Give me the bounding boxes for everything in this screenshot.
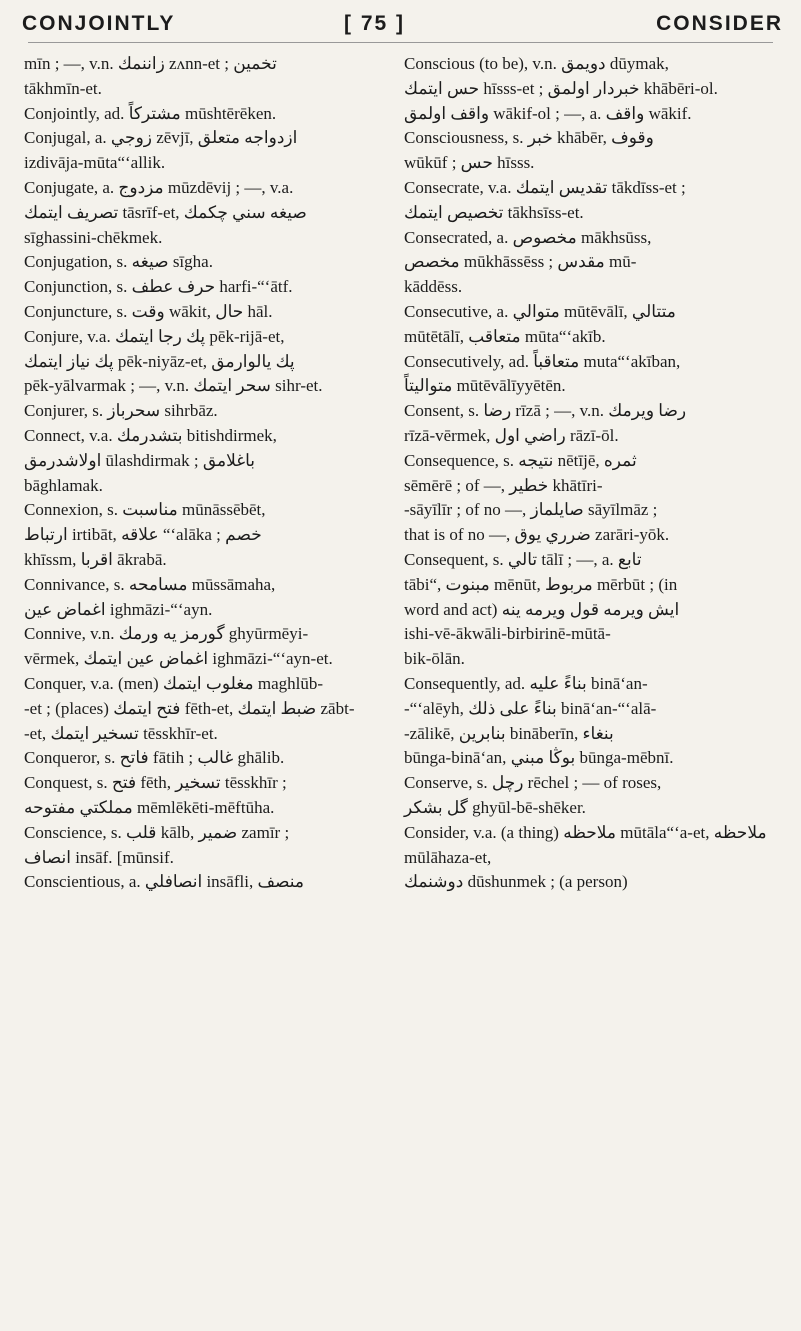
dictionary-line: Conscious (to be), v.n. دويمق dūymak, <box>404 54 669 73</box>
dictionary-line: Consecrate, v.a. تقديس ايتمك tākdīss-et ; <box>404 177 686 197</box>
dictionary-line: اغماض عين ighmāzi-“‘ayn. <box>24 599 213 619</box>
dictionary-line: sīghassini-chēkmek. <box>24 227 163 247</box>
dictionary-line: -sāyīlīr ; of no —, صايلماز sāyīlmāz ; <box>404 500 658 520</box>
dictionary-line: پك نياز ايتمك pēk-niyāz-et, پك يالوارمق <box>24 351 295 371</box>
dictionary-line: Consider, v.a. (a thing) ملاحظه mūtāla“‘a-et, ملاحظه mūlāhaza-et, <box>404 822 767 867</box>
dictionary-line: -et, تسخير ايتمك tēsskhīr-et. <box>24 723 218 743</box>
dictionary-line: izdivāja-mūta“‘allik. <box>24 153 166 173</box>
dictionary-line: Conjuncture, s. وقت wākit, حال hāl. <box>24 301 273 321</box>
right-column <box>404 52 776 895</box>
dictionary-line: مخصص mūkhāssēss ; مقدس mū- <box>404 252 637 272</box>
dictionary-line: Connexion, s. مناسبت mūnāssēbēt, <box>24 500 266 520</box>
dictionary-line: sēmērē ; of —, خطير khātīri- <box>404 475 603 495</box>
dictionary-line: Consequence, s. نتيجه nētījē, ثمره <box>404 450 637 470</box>
dictionary-line: khīssm, اقربا ākrabā. <box>24 549 167 569</box>
dictionary-line: mūtētālī, متعاقب mūta“‘akīb. <box>404 326 606 346</box>
dictionary-line: būnga-binā‘an, بوڭا مبني būnga-mēbnī. <box>404 748 674 768</box>
dictionary-line: that is of no —, ضرري يوق zarāri-yōk. <box>404 525 670 545</box>
dictionary-line: Conjointly, ad. مشتركاً mūshtērēken. <box>24 103 277 123</box>
dictionary-line: Conjunction, s. حرف عطف harfi-“‘ātf. <box>24 277 293 297</box>
dictionary-line: مملكتي مفتوحه mēmlēkēti-mēftūha. <box>24 797 275 817</box>
dictionary-line: word and act) ايش ويرمه قول ويرمه ينه <box>404 599 680 619</box>
dictionary-line: Connive, v.n. گورمز يه ورمك ghyūrmēyi- <box>24 624 309 644</box>
dictionary-line: Conjugal, a. زوجي zēvjī, ازدواجه متعلق <box>24 128 298 148</box>
dictionary-line: Conscientious, a. انصافلي insāfli, منصف <box>24 872 305 892</box>
dictionary-line: تصريف ايتمك tāsrīf-et, صيغه سني چكمك <box>24 202 307 222</box>
header-rule <box>28 42 773 43</box>
dictionary-line: pēk-yālvarmak ; —, v.n. سحر ايتمك sihr-et. <box>24 376 323 396</box>
header-right-guideword: CONSIDER <box>656 12 783 35</box>
dictionary-line: Conqueror, s. فاتح fātih ; غالب ghālib. <box>24 748 285 768</box>
dictionary-line: دوشنمك dūshunmek ; (a person) <box>404 872 628 892</box>
dictionary-line: Conjurer, s. سحرباز sihrbāz. <box>24 401 218 421</box>
dictionary-line: Conscience, s. قلب kālb, ضمير zamīr ; <box>24 822 290 842</box>
dictionary-line: -zālikē, بنابرين bināberīn, بنغاء <box>404 723 614 743</box>
dictionary-line: انصاف insāf. [mūnsif. <box>24 847 174 867</box>
dictionary-line: Conquest, s. فتح fēth, تسخير tēsskhīr ; <box>24 773 287 793</box>
dictionary-line: Conjugate, a. مزدوج mūzdēvij ; —, v.a. <box>24 177 294 197</box>
dictionary-line: wūkūf ; حس hīsss. <box>404 153 535 173</box>
dictionary-line: اولاشدرمق ūlashdirmak ; باغلامق <box>24 450 256 470</box>
dictionary-line: tābi“, مبنوت mēnūt, مربوط mērbūt ; (in <box>404 574 678 594</box>
dictionary-line: حس ايتمك hīsss-et ; خبردار اولمق khābēri-ol. <box>404 78 718 98</box>
dictionary-line: تخصيص ايتمك tākhsīss-et. <box>404 202 584 222</box>
dictionary-line: tākhmīn-et. <box>24 78 102 98</box>
left-column <box>24 52 392 895</box>
dictionary-line: Conserve, s. رچل rēchel ; — of roses, <box>404 773 662 793</box>
header-left-guideword: CONJOINTLY <box>22 12 176 35</box>
dictionary-line: Conjugation, s. صيغه sīgha. <box>24 252 213 272</box>
dictionary-line: واقف اولمق wākif-ol ; —, a. واقف wākif. <box>404 103 692 123</box>
dictionary-line: Consecrated, a. مخصوص mākhsūss, <box>404 227 652 247</box>
dictionary-line: kāddēss. <box>404 277 463 297</box>
dictionary-line: vērmek, اغماض عين ايتمك ighmāzi-“‘ayn-et. <box>24 649 333 669</box>
dictionary-line: گل بشكر ghyūl-bē-shēker. <box>404 797 586 817</box>
dictionary-line: Connivance, s. مسامحه mūssāmaha, <box>24 574 276 594</box>
dictionary-line: bāghlamak. <box>24 475 103 495</box>
dictionary-line: -et ; (places) فتح ايتمك fēth-et, ضبط ايتمك zābt- <box>24 698 355 718</box>
dictionary-line: Conquer, v.a. (men) مغلوب ايتمك maghlūb- <box>24 673 324 693</box>
page-number: [ 75 ] <box>344 12 406 35</box>
dictionary-line: ارتباط irtibāt, علاقه “‘alāka ; خصم <box>24 525 262 545</box>
dictionary-line: Consequently, ad. بناءً عليه binā‘an- <box>404 673 648 693</box>
dictionary-line: متواليتاً mūtēvālīyyētēn. <box>404 376 566 396</box>
dictionary-line: Consent, s. رضا rīzā ; —, v.n. رضا ويرمك <box>404 401 687 421</box>
page-header <box>0 0 801 42</box>
dictionary-line: rīzā-vērmek, راضي اول rāzī-ōl. <box>404 425 619 445</box>
dictionary-line: Consecutively, ad. متعاقباً muta“‘akīban, <box>404 351 681 371</box>
dictionary-line: Consecutive, a. متوالي mūtēvālī, متتالي <box>404 301 676 321</box>
dictionary-line: -“‘alēyh, بناءً على ذلك binā‘an-“‘alā- <box>404 698 657 718</box>
dictionary-line: Consciousness, s. خبر khābēr, وقوف <box>404 128 654 148</box>
dictionary-line: ishi-vē-ākwāli-birbirinē-mūtā- <box>404 624 611 644</box>
dictionary-line: bik-ōlān. <box>404 649 465 669</box>
dictionary-line: Connect, v.a. بتشدرمك bitishdirmek, <box>24 425 277 445</box>
dictionary-line: Consequent, s. تالي tālī ; —, a. تابع <box>404 549 642 569</box>
dictionary-line: mīn ; —, v.n. زاننمك zʌnn-et ; تخمين <box>24 54 277 73</box>
dictionary-line: Conjure, v.a. پك رجا ايتمك pēk-rijā-et, <box>24 326 285 346</box>
